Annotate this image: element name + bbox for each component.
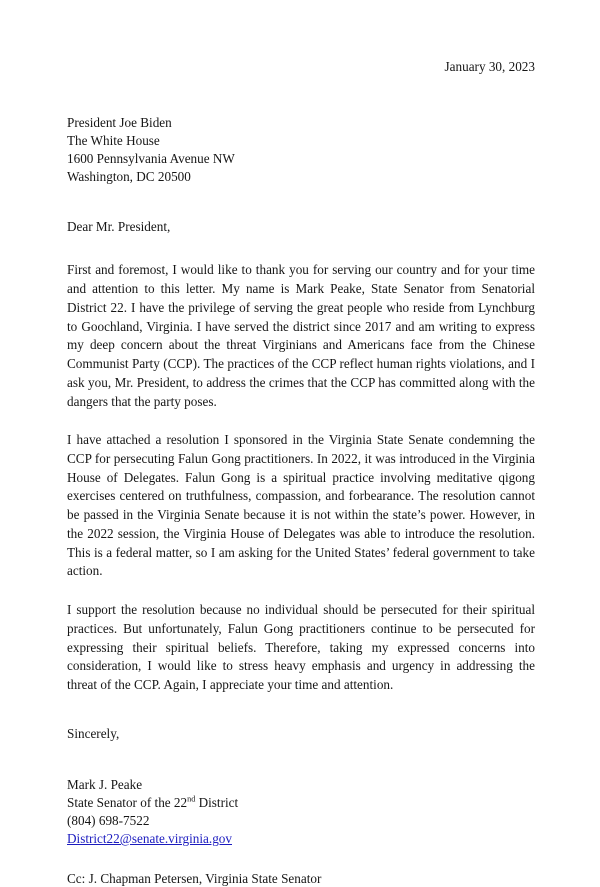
recipient-city-state-zip: Washington, DC 20500 xyxy=(67,169,191,185)
recipient-organization: The White House xyxy=(67,132,160,148)
body-paragraph-2: I have attached a resolution I sponsored in the Virginia State Senate condemning the CCP for persecuting Falun Gong practitioners. In 2022, it was introduced in the Virginia House of Delegates. Falun Gong is a spiritual practice involving meditative qigong exercises centered on truthfulness, compassion, and forbearance. The resolution cannot be passed in the Virginia Senate because it is not within the state’s power. However, in the 2022 session, the Virginia House of Delegates was able to introduce the resolution. This is a federal matter, so I am asking for the United States’ federal government to take action. xyxy=(67,432,535,579)
recipient-address-block xyxy=(67,114,535,186)
closing-line: Sincerely, xyxy=(67,725,120,741)
signer-email-line xyxy=(67,830,535,848)
signer-title-prefix: State Senator of the 22 xyxy=(67,795,188,811)
body-paragraph-1: First and foremost, I would like to thank you for serving our country and for your time and attention to this letter. My name is Mark Peake, State Senator from Senatorial District 22. I have the privilege of serving the great people who reside from Lynchburg to Goochland, Virginia. I have served the district since 2017 and am writing to express my deep concern about the threat Virginians and Americans face from the Chinese Communist Party (CCP). The practices of the CCP reflect human rights violations, and I ask you, Mr. President, to address the crimes that the CCP has committed along with the dangers that the party poses. xyxy=(67,262,535,409)
cc-line: Cc: J. Chapman Petersen, Virginia State Senator xyxy=(67,871,322,887)
letter-date: January 30, 2023 xyxy=(444,59,535,74)
recipient-street: 1600 Pennsylvania Avenue NW xyxy=(67,151,235,167)
signer-name: Mark J. Peake xyxy=(67,776,143,792)
body-paragraph-3: I support the resolution because no individual should be persecuted for their spiritual practices. But unfortunately, Falun Gong practitioners continue to be persecuted for expressing their spiritual beliefs. Therefore, taking my expressed concerns into consideration, I would like to stress heavy emphasis and urgency in addressing the threat of the CCP. Again, I appreciate your time and attention. xyxy=(67,602,535,693)
email-link[interactable]: District22@senate.virginia.gov xyxy=(67,831,232,847)
signer-phone: (804) 698-7522 xyxy=(67,813,150,829)
recipient-name: President Joe Biden xyxy=(67,114,172,130)
ordinal-suffix: nd xyxy=(187,794,196,804)
salutation: Dear Mr. President, xyxy=(67,219,171,235)
signer-title-suffix: District xyxy=(195,795,239,811)
letter-content xyxy=(67,0,535,887)
signer-title xyxy=(67,794,535,812)
signature-block xyxy=(67,776,535,848)
